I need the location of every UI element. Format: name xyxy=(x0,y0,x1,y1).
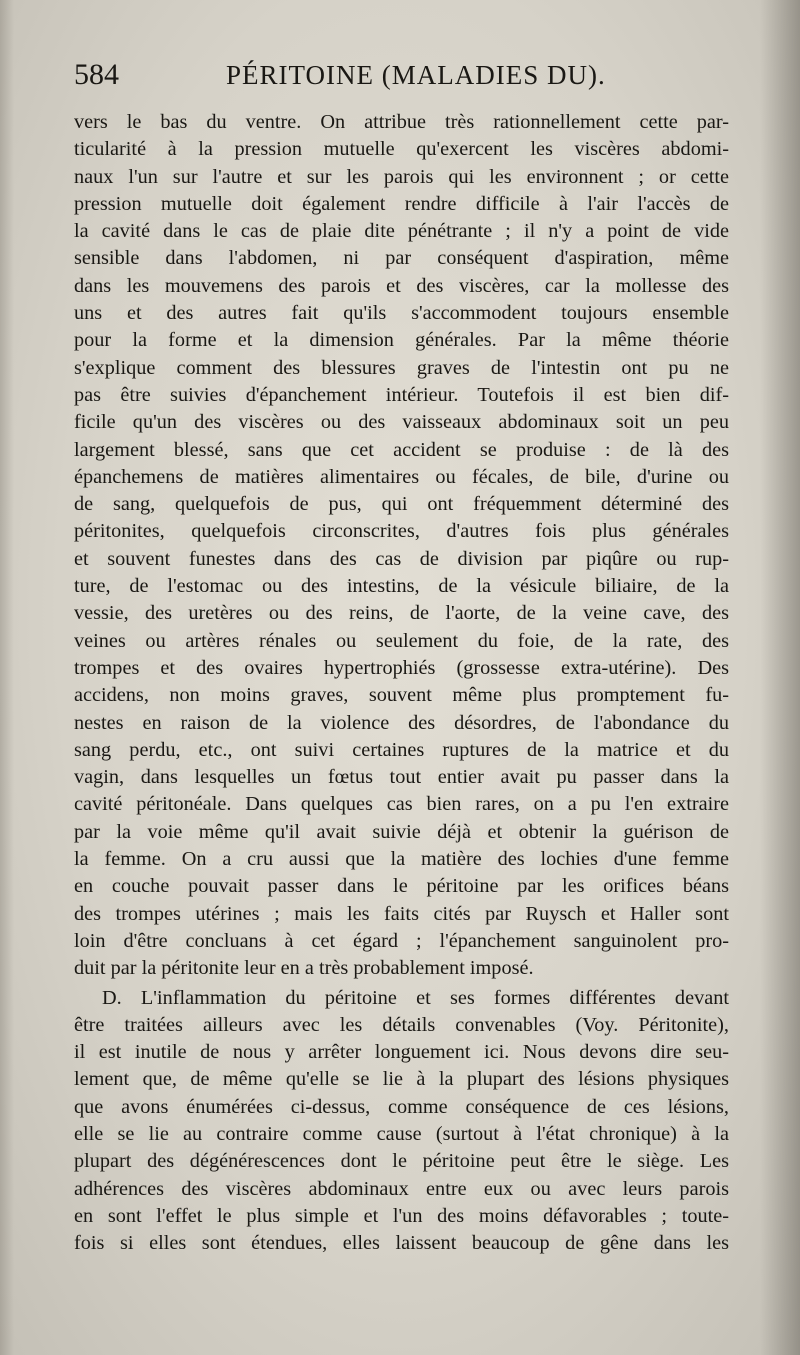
running-title: PÉRITOINE (MALADIES DU). xyxy=(226,60,606,90)
text-line: sensible dans l'abdomen, ni par conséquent d'aspiration, même xyxy=(74,247,729,270)
text-line: la cavité dans le cas de plaie dite pénétrante ; il n'y a point de vide xyxy=(74,220,729,243)
text-line: pas être suivies d'épanchement intérieur. Toutefois il est bien dif- xyxy=(74,383,729,406)
page-header xyxy=(74,58,729,98)
text-line: vessie, des uretères ou des reins, de l'aorte, de la veine cave, des xyxy=(74,602,729,625)
text-line: sang perdu, etc., ont suivi certaines ruptures de la matrice et du xyxy=(74,738,729,761)
text-line: et souvent funestes dans des cas de division par piqûre ou rup- xyxy=(74,547,729,570)
text-line: veines ou artères rénales ou seulement du foie, de la rate, des xyxy=(74,629,729,652)
text-line: largement blessé, sans que cet accident se produise : de là des xyxy=(74,438,729,461)
text-line: nestes en raison de la violence des désordres, de l'abondance du xyxy=(74,711,729,734)
text-line: en sont l'effet le plus simple et l'un des moins défavorables ; toute- xyxy=(74,1204,729,1227)
text-line: de sang, quelquefois de pus, qui ont fréquemment déterminé des xyxy=(74,493,729,516)
text-line: naux l'un sur l'autre et sur les parois qui les environnent ; or cette xyxy=(74,165,729,188)
text-line: que avons énumérées ci-dessus, comme conséquence de ces lésions, xyxy=(74,1095,729,1118)
text-line: fois si elles sont étendues, elles laissent beaucoup de gêne dans les xyxy=(74,1232,729,1255)
text-line: il est inutile de nous y arrêter longuement ici. Nous devons dire seu- xyxy=(74,1041,729,1064)
text-line: cavité péritonéale. Dans quelques cas bien rares, on a pu l'en extraire xyxy=(74,793,729,816)
text-line: uns et des autres fait qu'ils s'accommodent toujours ensemble xyxy=(74,302,729,325)
text-line: péritonites, quelquefois circonscrites, d'autres fois plus générales xyxy=(74,520,729,543)
page-number: 584 xyxy=(74,58,119,91)
text-line: s'explique comment des blessures graves de l'intestin ont pu ne xyxy=(74,356,729,379)
text-line: des trompes utérines ; mais les faits cités par Ruysch et Haller sont xyxy=(74,902,729,925)
text-line: pression mutuelle doit également rendre difficile à l'air l'accès de xyxy=(74,192,729,215)
text-line: duit par la péritonite leur en a très probablement imposé. xyxy=(74,957,534,980)
text-line: loin d'être concluans à cet égard ; l'épanchement sanguinolent pro- xyxy=(74,929,729,952)
text-line: lement que, de même qu'elle se lie à la plupart des lésions physiques xyxy=(74,1068,729,1091)
text-line: ficile qu'un des viscères ou des vaisseaux abdominaux soit un peu xyxy=(74,411,729,434)
text-line: par la voie même qu'il avait suivie déjà et obtenir la guérison de xyxy=(74,820,729,843)
text-line: pour la forme et la dimension générales. Par la même théorie xyxy=(74,329,729,352)
text-line: ture, de l'estomac ou des intestins, de la vésicule biliaire, de la xyxy=(74,575,729,598)
text-line: adhérences des viscères abdominaux entre eux ou avec leurs parois xyxy=(74,1177,729,1200)
text-line: D. L'inflammation du péritoine et ses formes différentes devant xyxy=(102,986,729,1009)
text-line: épanchemens de matières alimentaires ou fécales, de bile, d'urine ou xyxy=(74,465,729,488)
text-line: trompes et des ovaires hypertrophiés (grossesse extra-utérine). Des xyxy=(74,656,729,679)
text-line: en couche pouvait passer dans le péritoine par les orifices béans xyxy=(74,875,729,898)
text-line: la femme. On a cru aussi que la matière des lochies d'une femme xyxy=(74,848,729,871)
text-line: dans les mouvemens des parois et des viscères, car la mollesse des xyxy=(74,274,729,297)
text-line: plupart des dégénérescences dont le péritoine peut être le siège. Les xyxy=(74,1150,729,1173)
text-line: être traitées ailleurs avec les détails convenables (Voy. Péritonite), xyxy=(74,1013,729,1036)
text-line: accidens, non moins graves, souvent même plus promptement fu- xyxy=(74,684,729,707)
text-line: ticularité à la pression mutuelle qu'exercent les viscères abdomi- xyxy=(74,138,729,161)
text-line: vagin, dans lesquelles un fœtus tout entier avait pu passer dans la xyxy=(74,766,729,789)
text-line: vers le bas du ventre. On attribue très rationnellement cette par- xyxy=(74,111,729,133)
body-text xyxy=(74,109,729,1257)
text-line: elle se lie au contraire comme cause (surtout à l'état chronique) à la xyxy=(74,1122,729,1145)
